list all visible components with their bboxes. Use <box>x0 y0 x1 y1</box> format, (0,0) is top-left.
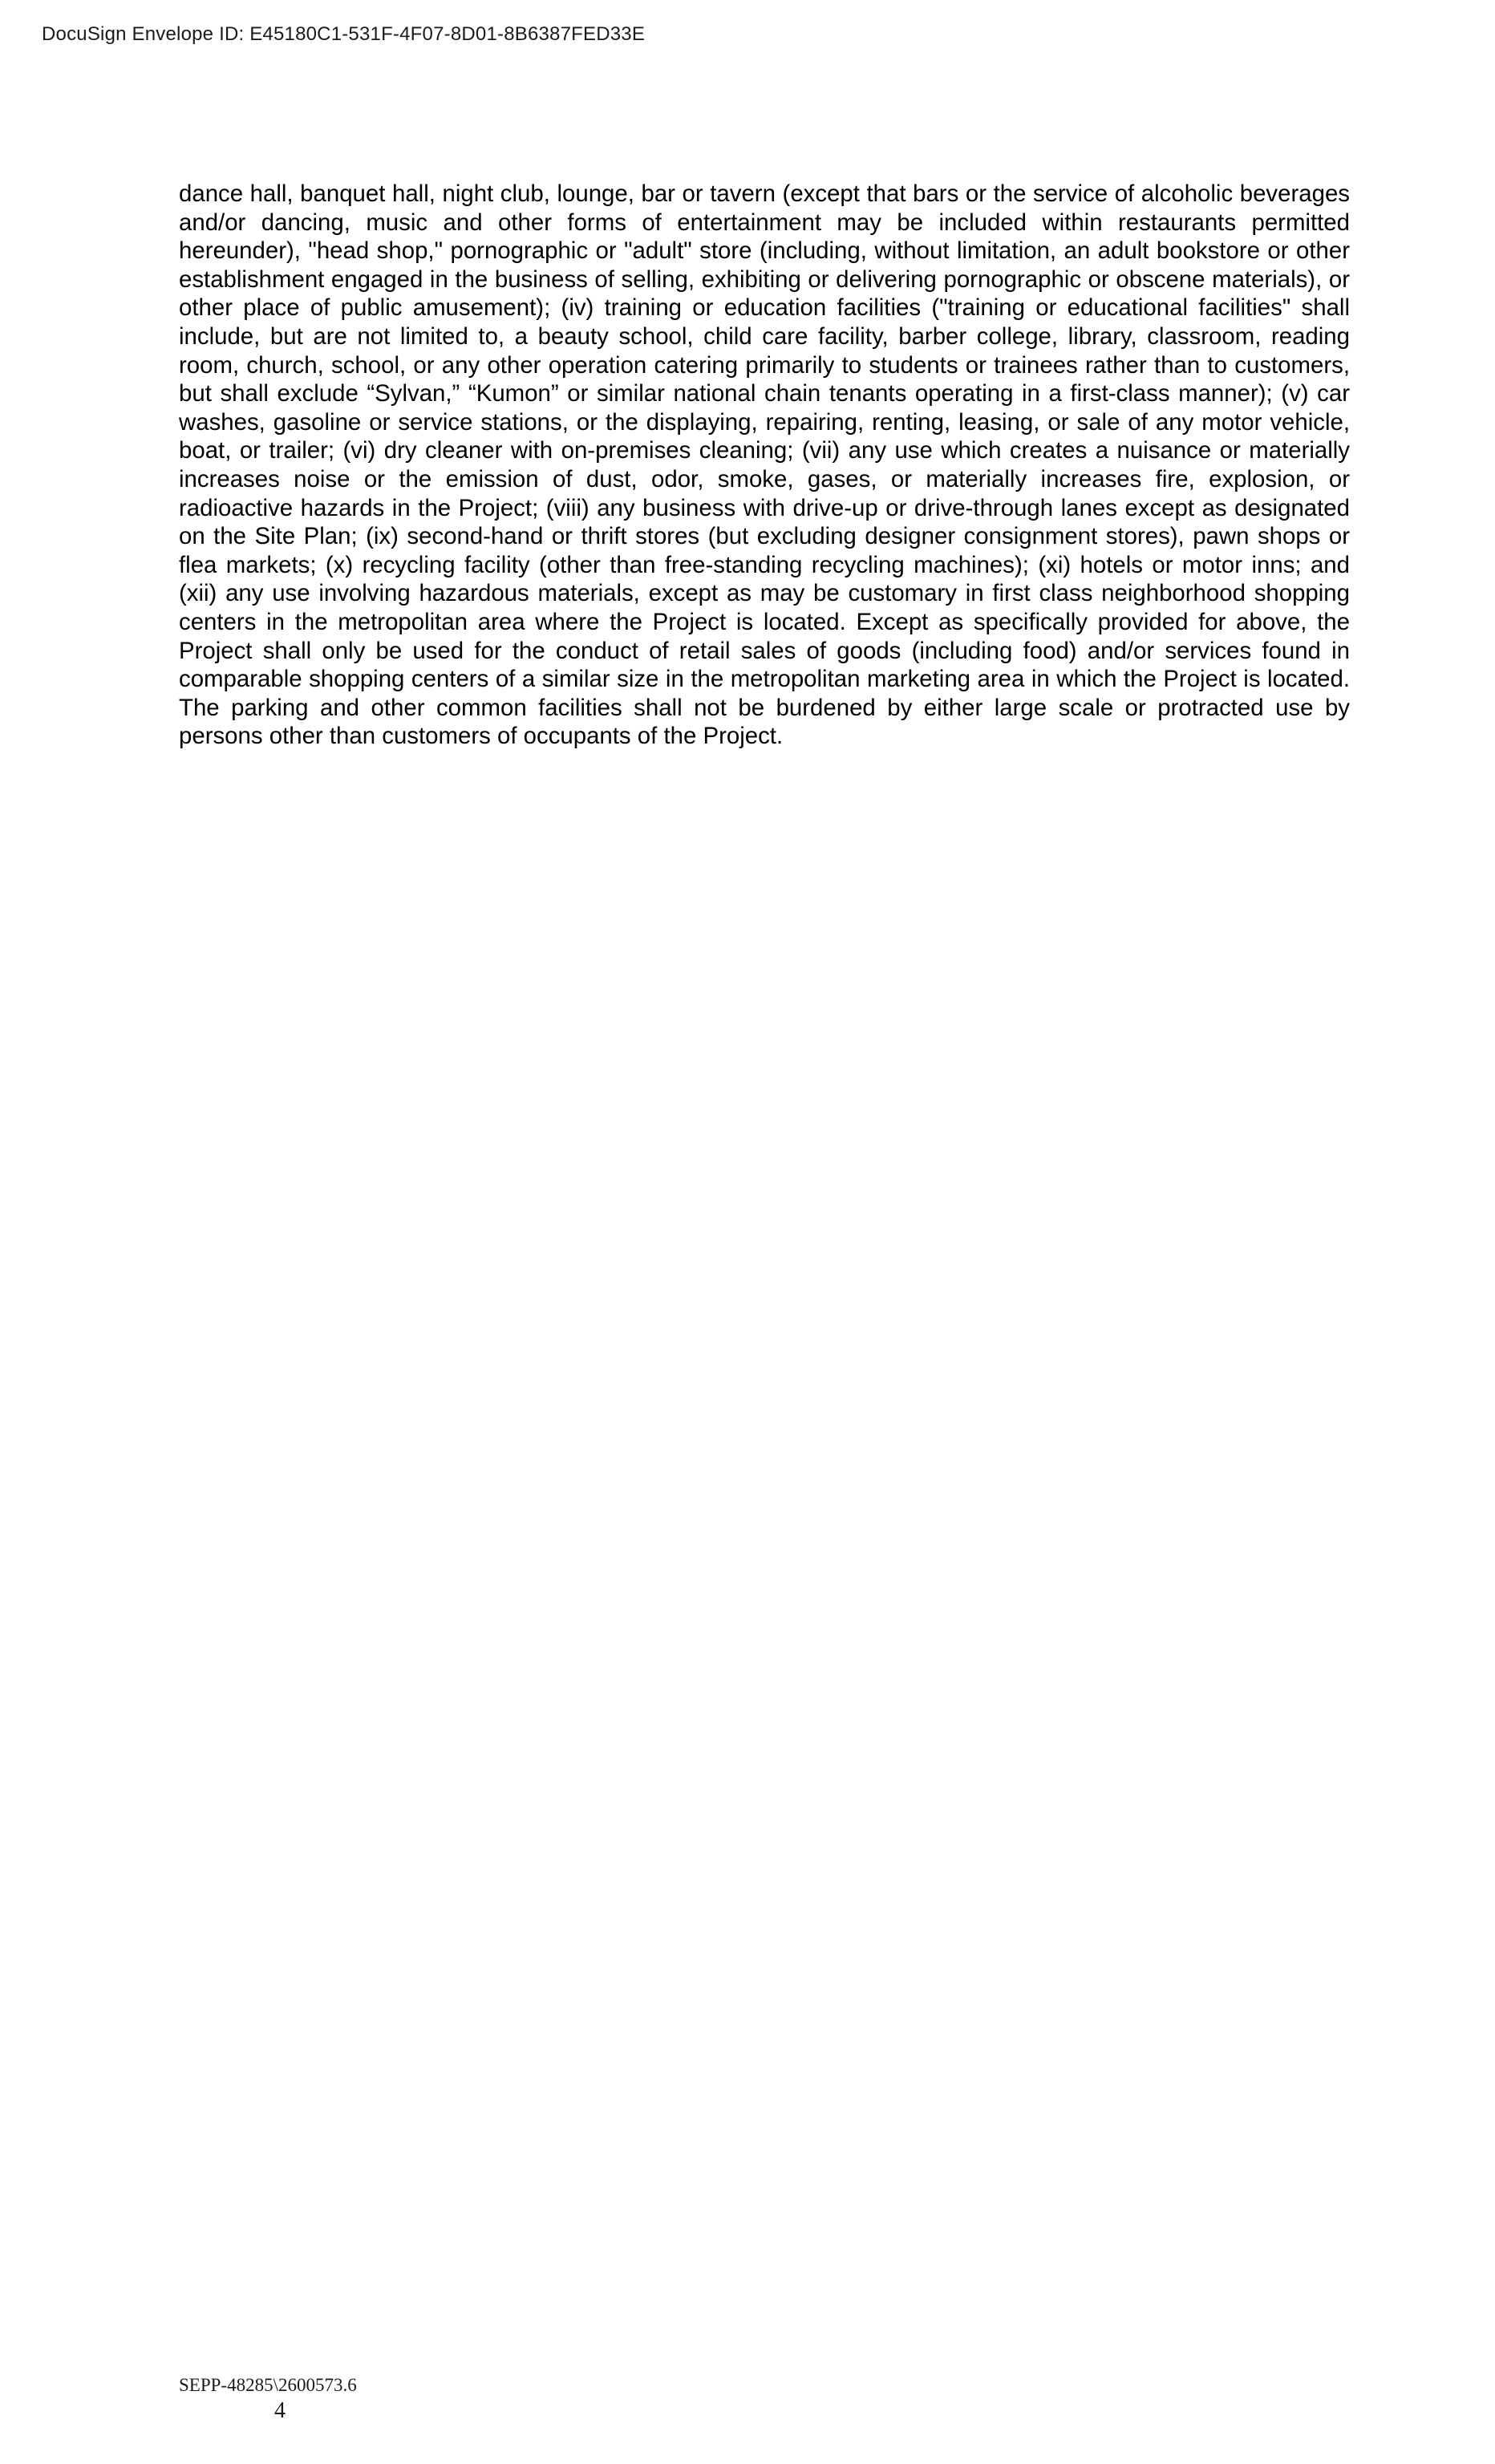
docusign-envelope-id: DocuSign Envelope ID: E45180C1-531F-4F07-8D01-8B6387FED33E <box>42 23 646 45</box>
body-paragraph: dance hall, banquet hall, night club, lounge, bar or tavern (except that bars or the service of alcoholic beverages and/or dancing, music and other forms of entertainment may be included within restaurants permitted hereunder), "head shop," pornographic or "adult" store (including, without limitation, an adult bookstore or other establishment engaged in the business of selling, exhibiting or delivering pornographic or obscene materials), or other place of public amusement); (iv) training or education facilities ("training or educational facilities" shall include, but are not limited to, a beauty school, child care facility, barber college, library, classroom, reading room, church, school, or any other operation catering primarily to students or trainees rather than to customers, but shall exclude “Sylvan,” “Kumon” or similar national chain tenants operating in a first-class manner); (v) car washes, gasoline or service stations, or the displaying, repairing, renting, leasing, or sale of any motor vehicle, boat, or trailer; (vi) dry cleaner with on-premises cleaning; (vii) any use which creates a nuisance or materially increases noise or the emission of dust, odor, smoke, gases, or materially increases fire, explosion, or radioactive hazards in the Project; (viii) any business with drive-up or drive-through lanes except as designated on the Site Plan; (ix) second-hand or thrift stores (but excluding designer consignment stores), pawn shops or flea markets; (x) recycling facility (other than free-standing recycling machines); (xi) hotels or motor inns; and (xii) any use involving hazardous materials, except as may be customary in first class neighborhood shopping centers in the metropolitan area where the Project is located. Except as specifically provided for above, the Project shall only be used for the conduct of retail sales of goods (including food) and/or services found in comparable shopping centers of a similar size in the metropolitan marketing area in which the Project is located. The parking and other common facilities shall not be burdened by either large scale or protracted use by persons other than customers of occupants of the Project. <box>179 180 1350 750</box>
page-number: 4 <box>274 2398 286 2423</box>
document-number: SEPP-48285\2600573.6 <box>179 2375 357 2395</box>
